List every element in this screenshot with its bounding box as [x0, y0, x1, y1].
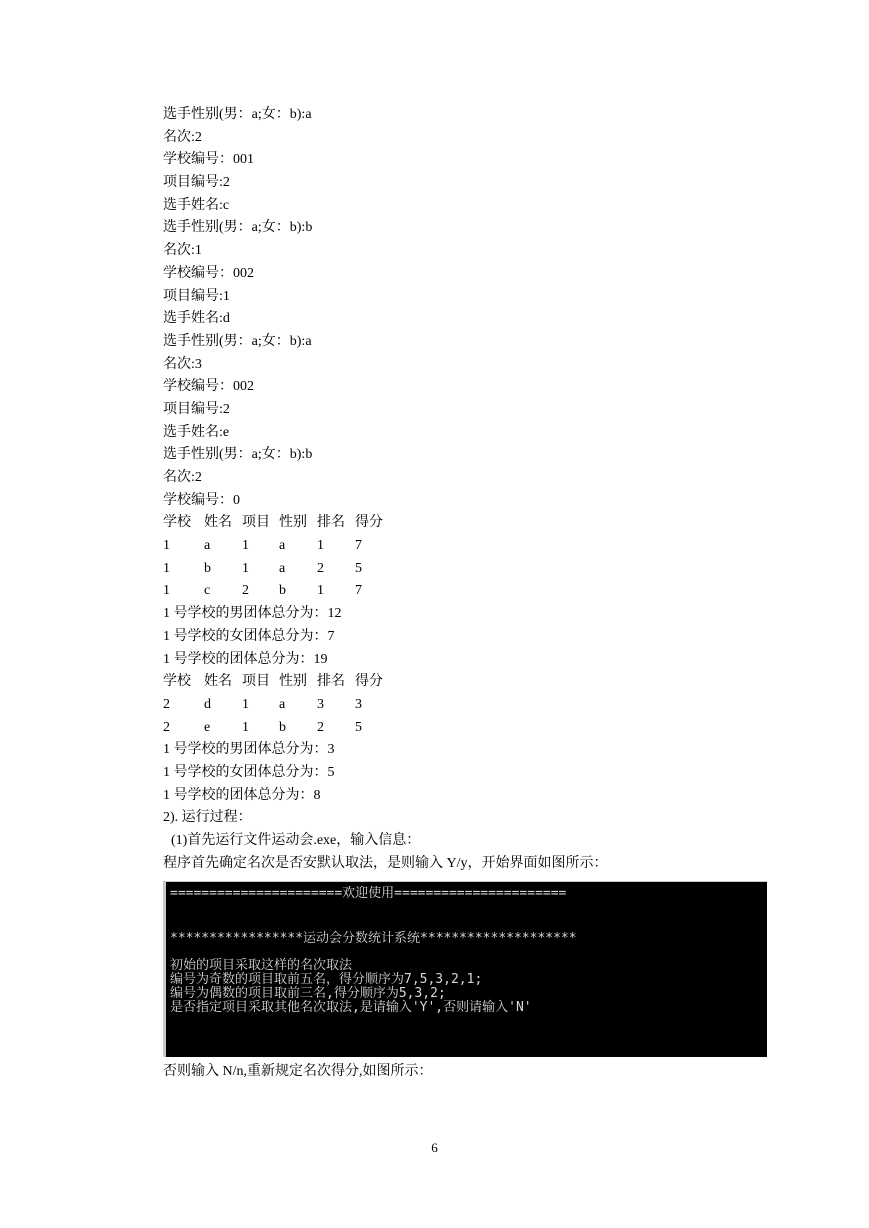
summary-line: 1 号学校的团体总分为：8 — [163, 787, 321, 803]
table-cell: 1 — [242, 560, 249, 576]
summary-line: 1 号学校的男团体总分为：3 — [163, 742, 335, 758]
console-line: 初始的项目采取这样的名次取法 — [170, 958, 353, 973]
intro-text: 程序首先确定名次是否安默认取法，是则输入 Y/y，开始界面如图所示： — [163, 855, 608, 871]
header-gender: 性别 — [279, 515, 307, 531]
table-cell: a — [204, 538, 211, 554]
document-body — [163, 104, 608, 875]
table-cell: 1 — [242, 538, 249, 554]
table1-body — [163, 535, 608, 603]
log-line: 学校编号：0 — [163, 492, 240, 508]
header-score: 得分 — [355, 515, 383, 531]
summary-line: 1 号学校的团体总分为：19 — [163, 651, 328, 667]
header-item: 项目 — [242, 674, 270, 690]
table-cell: b — [204, 560, 211, 576]
step-one: (1)首先运行文件运动会.exe，输入信息： — [171, 833, 421, 848]
log-line: 项目编号:2 — [163, 175, 230, 191]
table-row — [163, 535, 608, 558]
header-name: 姓名 — [204, 674, 232, 690]
table-row — [163, 558, 608, 581]
table-row — [163, 694, 608, 717]
header-gender: 性别 — [279, 674, 307, 690]
table-cell: b — [279, 583, 286, 599]
table-cell: a — [279, 696, 286, 712]
log-line: 名次:1 — [163, 243, 202, 259]
log-line: 学校编号：001 — [163, 152, 254, 168]
table-cell: 2 — [163, 719, 170, 735]
header-school: 学校 — [163, 674, 191, 690]
log-line: 项目编号:1 — [163, 288, 230, 304]
log-line: 选手性别(男：a;女：b):b — [163, 447, 313, 463]
console-line: 编号为偶数的项目取前三名,得分顺序为5,3,2; — [170, 986, 446, 1001]
table2-body — [163, 694, 608, 739]
table-row — [163, 580, 608, 603]
table-cell: 1 — [163, 560, 170, 576]
table-cell: 2 — [163, 696, 170, 712]
table-cell: c — [204, 583, 211, 599]
table-cell: 1 — [242, 696, 249, 712]
log-line: 选手性别(男：a;女：b):a — [163, 107, 312, 122]
log-line: 选手姓名:d — [163, 311, 230, 327]
log-line: 选手姓名:c — [163, 197, 230, 213]
summary2 — [163, 739, 608, 807]
summary-line: 1 号学校的女团体总分为：7 — [163, 628, 335, 644]
page-number: 6 — [431, 1140, 438, 1155]
table1-header — [163, 512, 608, 535]
log-line: 名次:3 — [163, 356, 202, 372]
header-name: 姓名 — [204, 515, 232, 531]
console-line: ======================欢迎使用====================== — [170, 886, 567, 901]
log-line: 选手姓名:e — [163, 424, 230, 440]
console-line: *****************运动会分数统计系统******************** — [170, 931, 577, 946]
table-cell: 1 — [163, 583, 170, 599]
console-line: 是否指定项目采取其他名次取法,是请输入'Y',否则请输入'N' — [170, 1000, 532, 1015]
section-heading: 2). 运行过程： — [163, 810, 252, 826]
log-line: 名次:2 — [163, 470, 202, 485]
log-line: 选手性别(男：a;女：b):b — [163, 220, 313, 236]
table-cell: 2 — [242, 583, 249, 599]
input-log — [163, 104, 608, 512]
table-cell: b — [279, 719, 286, 735]
log-line: 学校编号：002 — [163, 379, 254, 395]
table-cell: 2 — [317, 719, 324, 735]
table2-header — [163, 671, 608, 694]
table-cell: e — [204, 719, 211, 735]
table-cell: 5 — [355, 719, 362, 735]
log-line: 名次:2 — [163, 129, 202, 145]
header-rank: 排名 — [317, 674, 345, 690]
table-cell: 3 — [317, 696, 324, 712]
header-item: 项目 — [242, 515, 270, 531]
table-cell: 1 — [163, 538, 170, 554]
table-cell: d — [204, 696, 211, 712]
console-line: 编号为奇数的项目取前五名，得分顺序为7,5,3,2,1; — [170, 972, 483, 987]
console-screenshot — [163, 881, 767, 1057]
log-line: 选手性别(男：a;女：b):a — [163, 333, 312, 349]
log-line: 项目编号:2 — [163, 401, 230, 417]
header-rank: 排名 — [317, 515, 345, 531]
table-cell: 7 — [355, 583, 362, 599]
header-school: 学校 — [163, 515, 191, 531]
table-cell: 1 — [317, 538, 324, 554]
table-cell: 1 — [242, 719, 249, 735]
table-cell: 5 — [355, 560, 362, 576]
after-text: 否则输入 N/n,重新规定名次得分,如图所示： — [163, 1064, 433, 1079]
summary1 — [163, 603, 608, 671]
table-cell: 2 — [317, 560, 324, 576]
table-row — [163, 717, 608, 740]
summary-line: 1 号学校的男团体总分为：12 — [163, 606, 342, 622]
table-cell: a — [279, 538, 286, 554]
table-cell: 7 — [355, 538, 362, 554]
table-cell: 1 — [317, 583, 324, 599]
header-score: 得分 — [355, 674, 383, 690]
summary-line: 1 号学校的女团体总分为：5 — [163, 764, 335, 780]
table-cell: 3 — [355, 696, 362, 712]
log-line: 学校编号：002 — [163, 265, 254, 281]
table-cell: a — [279, 560, 286, 576]
